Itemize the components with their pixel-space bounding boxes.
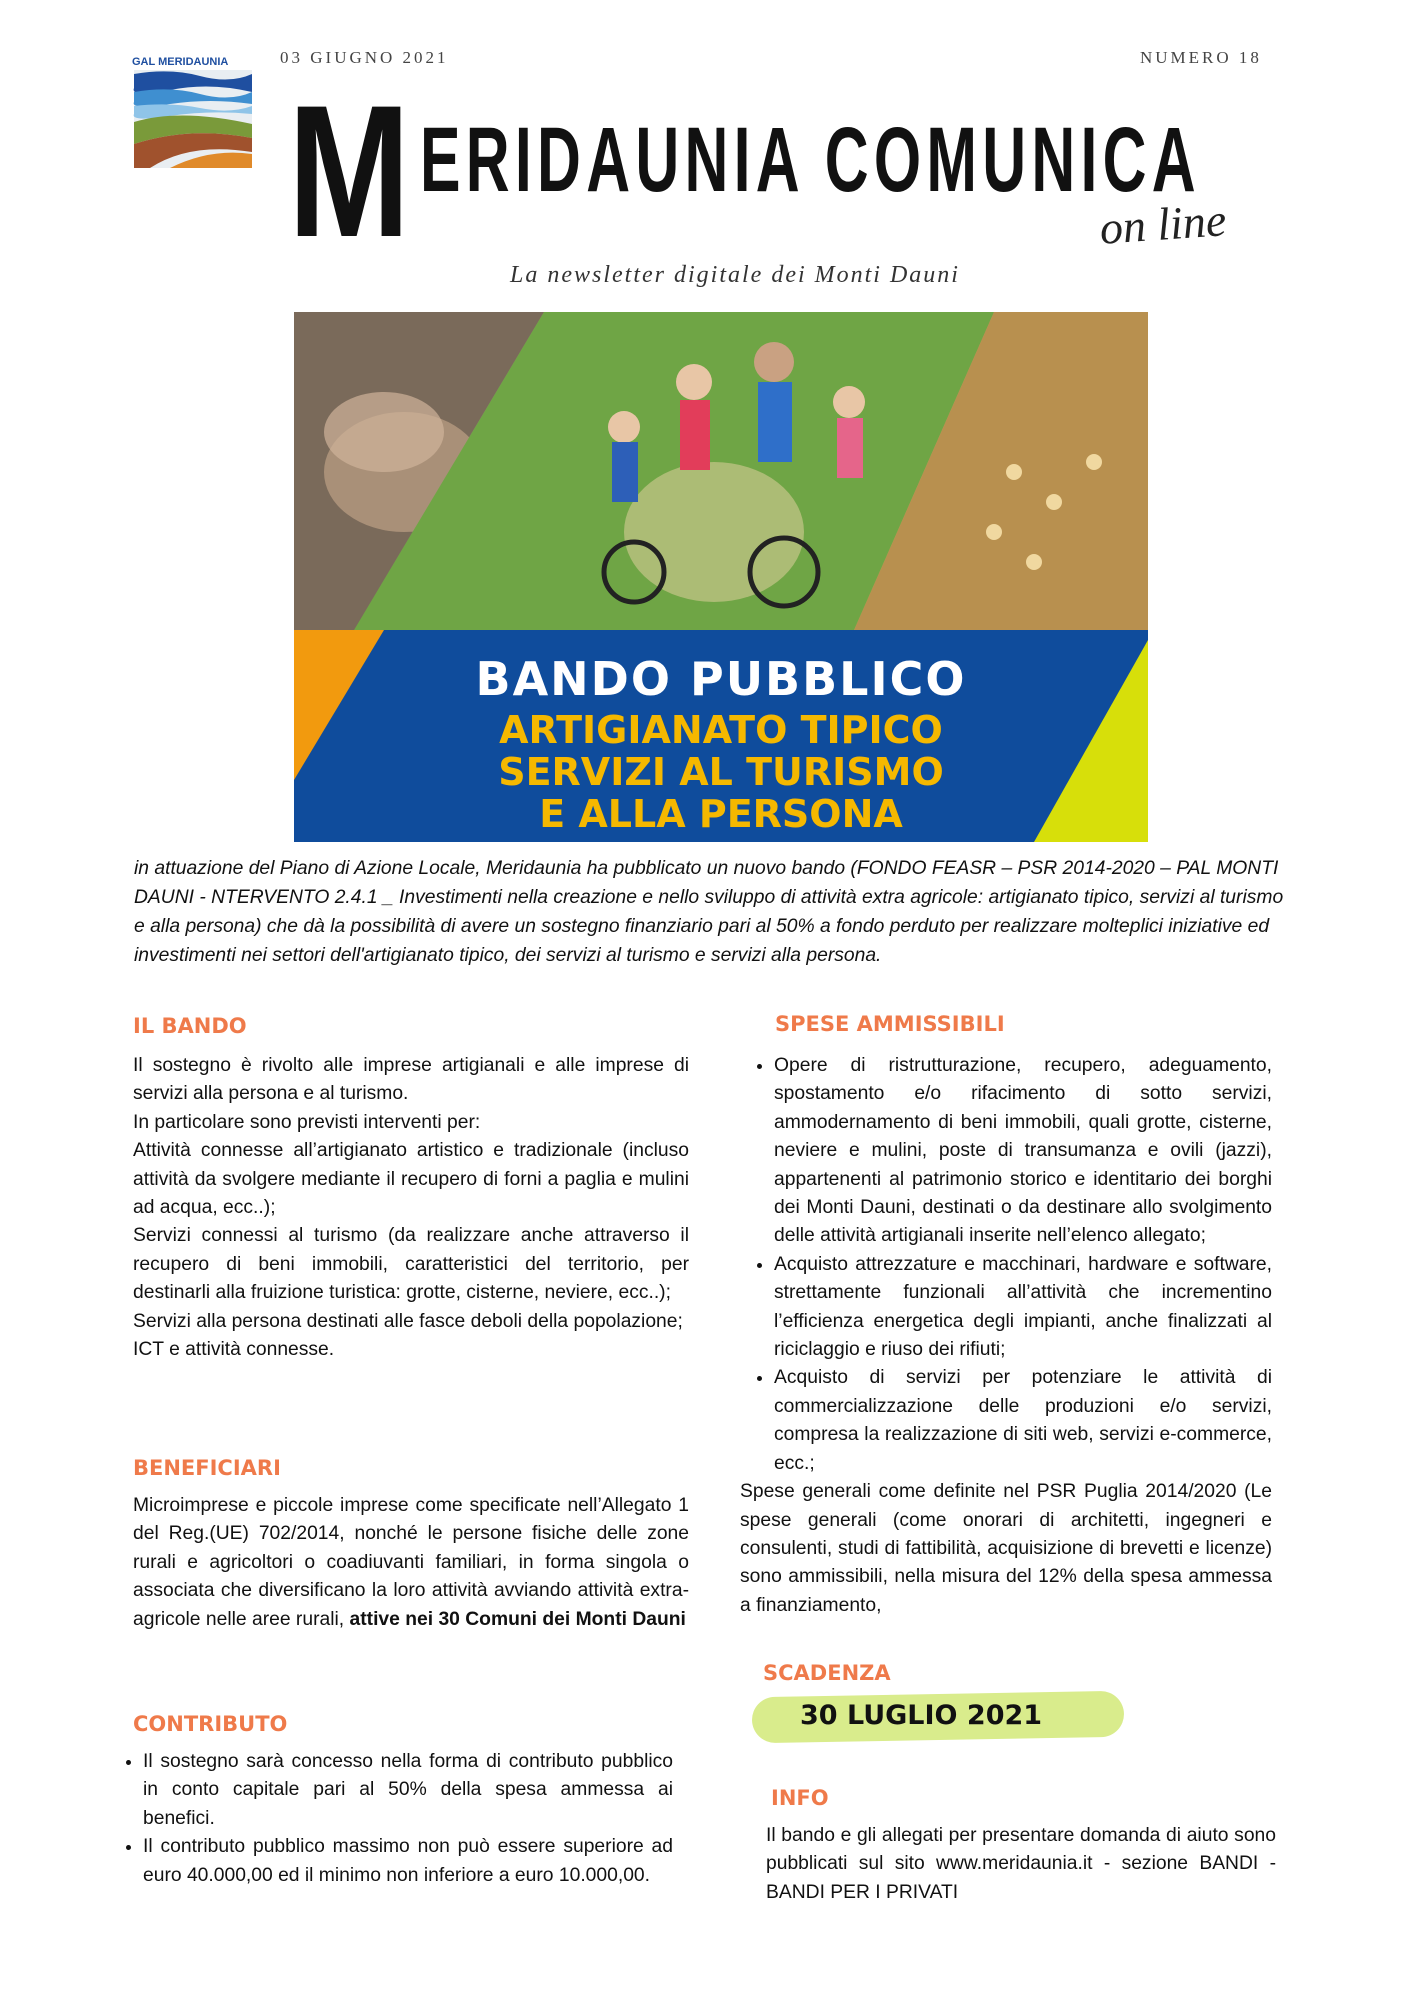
issue-date: 03 GIUGNO 2021 (280, 48, 449, 67)
contributo-item: • Il contributo pubblico massimo non può essere superiore ad euro 40.000,00 ed il minimo non inferiore a euro 10.000,00. (143, 1833, 673, 1890)
section-body-contributo (123, 1748, 673, 1890)
beneficiari-text: Microimprese e piccole imprese come specificate nell’Allegato 1 del Reg.(UE) 702/2014, nonché le persone fisiche delle zone rurali e agricoltori o coadiuvanti familiari, in forma singola o associata che diversificano la loro attività avviando attività extra-agricole nelle aree rurali, (133, 1495, 689, 1630)
logo-text: GAL MERIDAUNIA (132, 56, 229, 68)
section-heading-beneficiari: BENEFICIARI (133, 1456, 281, 1480)
bando-item: Servizi alla persona destinati alle fasce deboli della popolazione; (133, 1310, 683, 1332)
section-heading-spese: SPESE AMMISSIBILI (775, 1012, 1005, 1036)
deadline-date: 30 LUGLIO 2021 (800, 1700, 1043, 1731)
hero-photo-collage (294, 312, 1148, 630)
gal-meridaunia-logo (130, 52, 260, 174)
masthead-title: ERIDAUNIA COMUNICA (420, 109, 1201, 211)
masthead-initial: M (288, 66, 411, 276)
contributo-item: • Il sostegno sarà concesso nella forma di contributo pubblico in conto capitale pari al 50% della spesa ammessa ai benefici. (143, 1748, 673, 1833)
bando-paragraph: In particolare sono previsti interventi per: (133, 1111, 481, 1133)
spese-item: • Acquisto attrezzature e macchinari, hardware e software, strettamente funzionali all’attività che incrementino l’efficienza energetica degli impianti, anche finalizzati al riciclaggio e riuso dei rifiuti; (774, 1251, 1272, 1365)
bando-item: Attività connesse all’artigianato artistico e tradizionale (incluso attività da svolgere mediante il recupero di forni a paglia e mulini ad acqua, ecc..); (133, 1140, 689, 1219)
masthead-tagline: La newsletter digitale dei Monti Dauni (510, 262, 960, 288)
hero-line-artigianato: ARTIGIANATO TIPICO (499, 708, 943, 752)
section-heading-contributo: CONTRIBUTO (133, 1712, 288, 1736)
hero-title: BANDO PUBBLICO (475, 652, 967, 706)
spese-item: • Acquisto di servizi per potenziare le attività di commercializzazione delle produzioni e/o servizi, compresa la realizzazione di siti web, servizi e-commerce, ecc.; (774, 1364, 1272, 1478)
issue-number: NUMERO 18 (1140, 48, 1262, 67)
spese-generali-text: Spese generali come definite nel PSR Puglia 2014/2020 (Le spese generali (come onorari di architetti, ingegneri e consulenti, studi di fattibilità, acquisizione di brevetti e licenze) sono ammissibili, nella misura del 12% della spesa ammessa a finanziamento, (740, 1481, 1272, 1616)
section-heading-bando: IL BANDO (133, 1014, 247, 1038)
masthead-suffix: on line (1098, 194, 1228, 254)
section-body-beneficiari (133, 1492, 689, 1634)
intro-paragraph: in attuazione del Piano di Azione Locale, Meridaunia ha pubblicato un nuovo bando (FONDO FEASR – PSR 2014-2020 – PAL MONTI DAUNI - NTERVENTO 2.4.1 _ Investimenti nella creazione e nello sviluppo di attività extra agricole: artigianato tipico, servizi al turismo e alla persona) che dà la possibilità di avere un sostegno finanziario pari al 50% a fondo perduto per realizzare molteplici iniziative ed investimenti nei settori dell'artigianato tipico, dei servizi al turismo e servizi alla persona. (134, 858, 1284, 966)
section-heading-scadenza: SCADENZA (763, 1661, 891, 1685)
info-text: Il bando e gli allegati per presentare domanda di aiuto sono pubblicati sul sito www.meridaunia.it - sezione BANDI - BANDI PER I PRIVATI (766, 1825, 1276, 1903)
spese-item: • Opere di ristrutturazione, recupero, adeguamento, spostamento e/o rifacimento di sotto servizi, ammodernamento di beni immobili, quali grotte, cisterne, neviere e mulini, poste di transumanza e ovili (jazzi), appartenenti al patrimonio storico e identitario dei borghi dei Monti Dauni, destinati o da destinare allo svolgimento delle attività artigianali inserite nell’elenco allegato; (774, 1052, 1272, 1251)
bando-item: Servizi connessi al turismo (da realizzare anche attraverso il recupero di beni immobili, caratteristici del territorio, per destinarli alla fruizione turistica: grotte, cisterne, neviere, ecc..); (133, 1225, 689, 1304)
hero-line-persona: E ALLA PERSONA (539, 792, 903, 836)
bando-item: ICT e attività connesse. (133, 1339, 335, 1361)
section-body-bando (133, 1052, 689, 1364)
section-heading-info: INFO (771, 1786, 829, 1810)
section-body-spese (740, 1052, 1272, 1620)
hero-line-turismo: SERVIZI AL TURISMO (498, 750, 944, 794)
beneficiari-bold-text: attive nei 30 Comuni dei Monti Dauni (349, 1608, 686, 1630)
bando-paragraph: Il sostegno è rivolto alle imprese artigianali e alle imprese di servizi alla persona e al turismo. (133, 1055, 689, 1105)
hero-banner-image (294, 312, 1148, 842)
